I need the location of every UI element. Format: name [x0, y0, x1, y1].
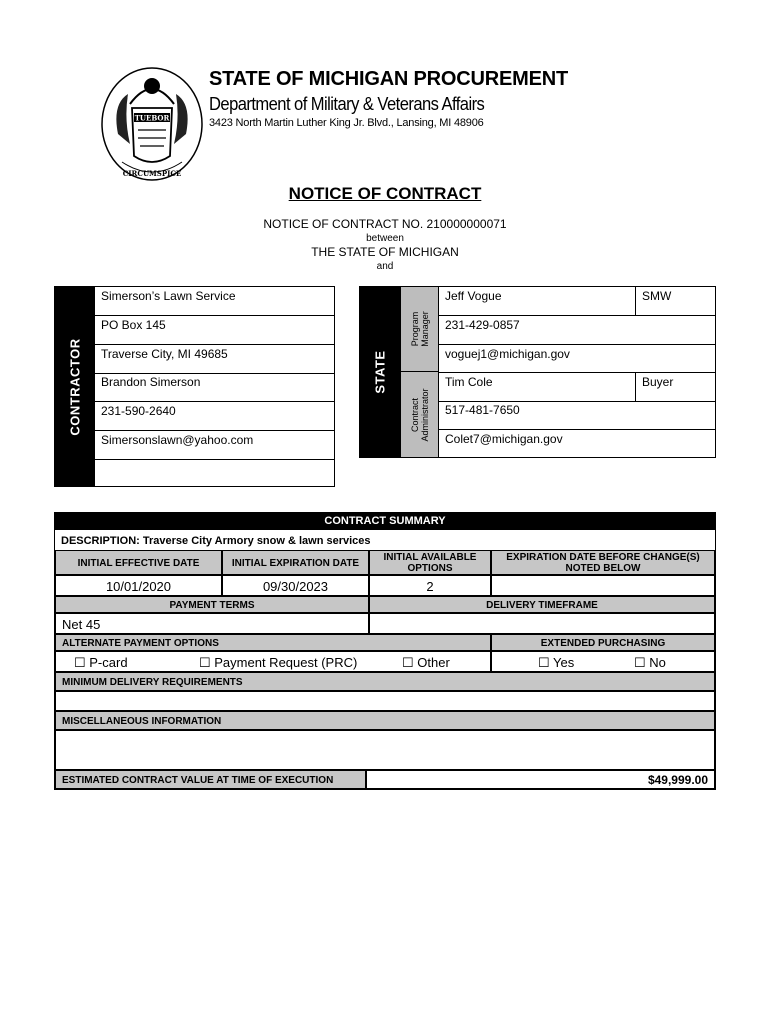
program-manager-label: Program Manager: [409, 311, 430, 347]
contractor-name: Simerson’s Lawn Service: [95, 287, 334, 316]
min-delivery: [55, 691, 715, 711]
contract-admin-role: Buyer: [636, 373, 715, 402]
program-manager-agency: SMW: [636, 287, 715, 316]
program-manager-band: [401, 286, 438, 372]
initial-effective-date: 10/01/2020: [55, 575, 222, 596]
state-band: [359, 286, 401, 458]
notice-and: and: [376, 261, 394, 272]
expiration-before-change-label: EXPIRATION DATE BEFORE CHANGE(S) NOTED BELOW: [491, 550, 715, 575]
contract-summary-table: [54, 512, 716, 790]
extended-purchasing-label: EXTENDED PURCHASING: [491, 634, 715, 651]
notice-title: NOTICE OF CONTRACT: [288, 184, 482, 203]
notice-party: THE STATE OF MICHIGAN: [311, 245, 459, 259]
contractor-info-table: [95, 286, 335, 487]
contractor-phone: 231-590-2640: [95, 402, 334, 431]
misc-info-label: MISCELLANEOUS INFORMATION: [55, 711, 715, 730]
program-manager-email: voguej1@michigan.gov: [439, 345, 715, 373]
alternate-payment-options: [55, 651, 491, 672]
contract-admin-email: Colet7@michigan.gov: [445, 432, 563, 446]
description: DESCRIPTION: Traverse City Armory snow & lawn services: [61, 535, 371, 547]
contractor-address-1: PO Box 145: [95, 316, 334, 345]
state-band-label: STATE: [372, 350, 388, 394]
initial-expiration-date: 09/30/2023: [222, 575, 369, 596]
other-checkbox[interactable]: ☐ Other: [402, 655, 450, 670]
contract-admin-name: Tim Cole: [439, 373, 636, 402]
payment-terms-label: PAYMENT TERMS: [55, 596, 369, 613]
delivery-timeframe: [369, 613, 715, 634]
state-info-table: [438, 286, 716, 458]
alternate-payment-label: ALTERNATE PAYMENT OPTIONS: [55, 634, 491, 651]
state-seal-logo: [100, 64, 204, 182]
contractor-contact: Brandon Simerson: [95, 374, 334, 402]
no-checkbox[interactable]: ☐ No: [634, 655, 666, 670]
delivery-timeframe-label: DELIVERY TIMEFRAME: [369, 596, 715, 613]
contract-admin-phone: 517-481-7650: [439, 402, 715, 430]
contractor-address-2: Traverse City, MI 49685: [95, 345, 334, 374]
header-title: STATE OF MICHIGAN PROCUREMENT: [209, 68, 569, 90]
seal-motto-top: TUEBOR: [134, 113, 170, 123]
contractor-band: [54, 286, 95, 487]
program-manager-phone: 231-429-0857: [439, 316, 715, 345]
expiration-before-change: [491, 575, 715, 596]
contractor-band-label: CONTRACTOR: [67, 337, 82, 436]
yes-checkbox[interactable]: ☐ Yes: [538, 655, 575, 670]
extended-purchasing-options: [491, 651, 715, 672]
payment-terms: Net 45: [55, 613, 369, 634]
notice-between: between: [366, 233, 404, 244]
contractor-extra: [95, 460, 334, 487]
contract-admin-label: Contract Administrator: [409, 388, 430, 442]
payment-request-checkbox[interactable]: ☐ Payment Request (PRC): [199, 655, 358, 670]
header-address: 3423 North Martin Luther King Jr. Blvd., Lansing, MI 48906: [209, 117, 484, 129]
est-value: $49,999.00: [366, 770, 715, 789]
seal-motto-bottom: CIRCUMSPICE: [122, 169, 182, 178]
notice-number: NOTICE OF CONTRACT NO. 210000000071: [263, 217, 507, 231]
contract-summary-heading: CONTRACT SUMMARY: [55, 513, 715, 530]
header-department: Department of Military & Veterans Affairs: [209, 94, 485, 114]
initial-available-options-label: INITIAL AVAILABLE OPTIONS: [369, 550, 491, 575]
initial-effective-date-label: INITIAL EFFECTIVE DATE: [55, 550, 222, 575]
min-delivery-label: MINIMUM DELIVERY REQUIREMENTS: [55, 672, 715, 691]
initial-available-options: 2: [369, 575, 491, 596]
est-value-label: ESTIMATED CONTRACT VALUE AT TIME OF EXECUTION: [55, 770, 366, 789]
program-manager-name: Jeff Vogue: [439, 287, 636, 316]
contractor-email: Simersonslawn@yahoo.com: [95, 431, 334, 460]
contract-admin-band: [401, 372, 438, 458]
pcard-checkbox[interactable]: ☐ P-card: [74, 655, 128, 670]
initial-expiration-date-label: INITIAL EXPIRATION DATE: [222, 550, 369, 575]
misc-info: [55, 730, 715, 770]
